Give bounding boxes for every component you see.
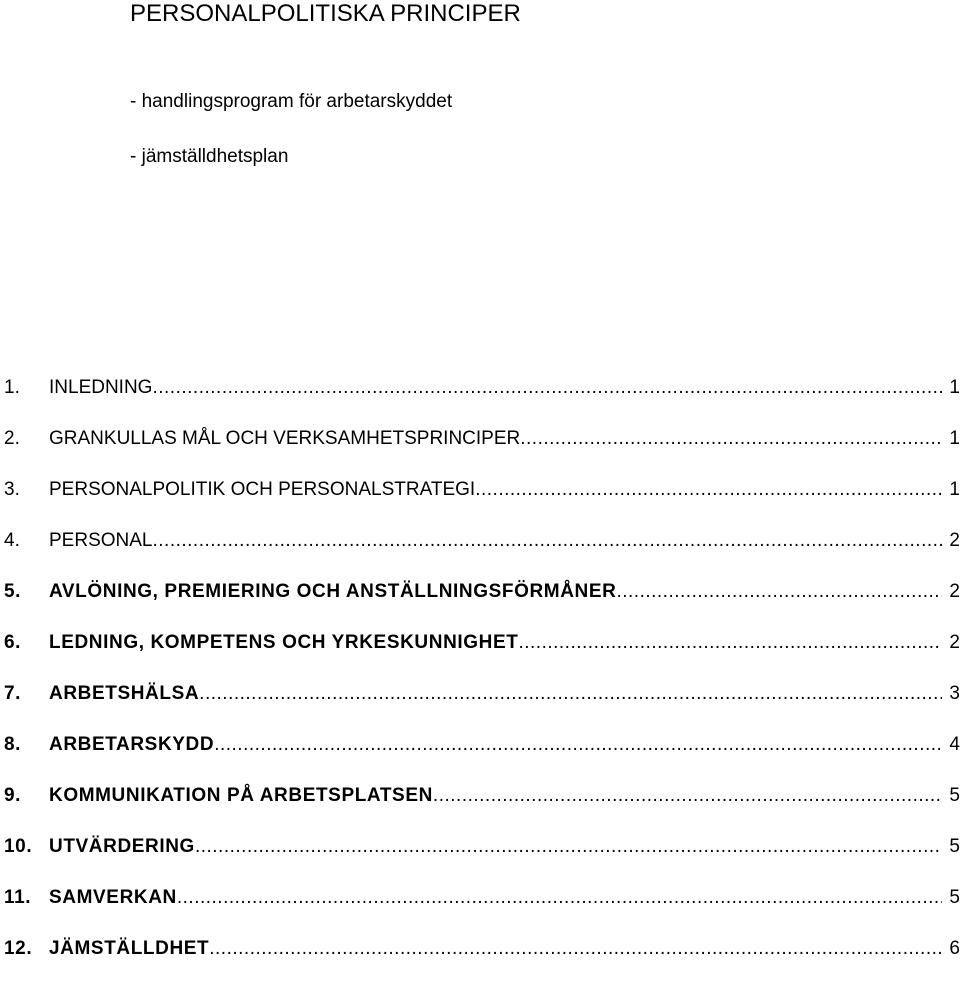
toc-dot-leader <box>475 479 942 501</box>
toc-entry-page: 5 <box>949 785 960 806</box>
toc-dot-leader <box>518 632 942 654</box>
toc-entry-label: KOMMUNIKATION PÅ ARBETSPLATSEN <box>49 785 433 806</box>
toc-dot-leader <box>520 428 942 450</box>
toc-dot-leader <box>152 377 942 399</box>
toc-entry-number: 7. <box>4 683 22 704</box>
toc-entry-page: 5 <box>949 836 960 857</box>
toc-dot-leader <box>177 887 942 909</box>
subtitle-jamstalldhetsplan: - jämställdhetsplan <box>130 146 289 167</box>
toc-entry-label: PERSONAL <box>49 530 153 551</box>
toc-entry-page: 1 <box>949 428 960 449</box>
toc-entry-personal[interactable] <box>0 528 960 579</box>
toc-entry-inledning[interactable] <box>0 375 960 426</box>
toc-dot-leader <box>195 836 942 858</box>
toc-entry-page: 2 <box>949 632 960 653</box>
toc-entry-label: SAMVERKAN <box>49 887 177 908</box>
toc-entry-number: 8. <box>4 734 22 755</box>
toc-entry-ledning[interactable] <box>0 630 960 681</box>
toc-entry-label: INLEDNING <box>49 377 153 398</box>
toc-entry-number: 11. <box>4 887 32 908</box>
toc-entry-arbetshalsa[interactable] <box>0 681 960 732</box>
toc-entry-page: 1 <box>949 377 960 398</box>
toc-entry-label: ARBETARSKYDD <box>49 734 215 755</box>
toc-entry-label: GRANKULLAS MÅL OCH VERKSAMHETSPRINCIPER <box>49 428 521 449</box>
toc-entry-number: 3. <box>4 479 20 500</box>
table-of-contents <box>0 375 960 987</box>
toc-entry-label: PERSONALPOLITIK OCH PERSONALSTRATEGI <box>49 479 476 500</box>
toc-entry-number: 9. <box>4 785 22 806</box>
document-title: PERSONALPOLITISKA PRINCIPER <box>130 0 521 27</box>
toc-entry-number: 10. <box>4 836 33 857</box>
toc-entry-label: UTVÄRDERING <box>49 836 195 857</box>
toc-entry-number: 4. <box>4 530 20 551</box>
toc-entry-page: 2 <box>949 530 960 551</box>
toc-entry-number: 12. <box>4 938 33 959</box>
toc-entry-kommunikation[interactable] <box>0 783 960 834</box>
toc-entry-grankullas-mal[interactable] <box>0 426 960 477</box>
toc-entry-number: 2. <box>4 428 20 449</box>
toc-entry-page: 3 <box>949 683 960 704</box>
toc-entry-samverkan[interactable] <box>0 885 960 936</box>
toc-entry-page: 1 <box>949 479 960 500</box>
toc-entry-page: 2 <box>949 581 960 602</box>
toc-entry-page: 6 <box>949 938 960 959</box>
toc-dot-leader <box>152 530 942 552</box>
toc-entry-label: JÄMSTÄLLDHET <box>49 938 210 959</box>
subtitle-arbetarskydd: - handlingsprogram för arbetarskyddet <box>130 91 453 112</box>
toc-entry-label: ARBETSHÄLSA <box>49 683 200 704</box>
toc-entry-number: 1. <box>4 377 20 398</box>
toc-entry-jamstalldhet[interactable] <box>0 936 960 987</box>
toc-entry-avloning[interactable] <box>0 579 960 630</box>
toc-entry-number: 6. <box>4 632 22 653</box>
toc-entry-label: LEDNING, KOMPETENS OCH YRKESKUNNIGHET <box>49 632 519 653</box>
toc-entry-label: AVLÖNING, PREMIERING OCH ANSTÄLLNINGSFÖRMÅNER <box>49 581 617 602</box>
toc-dot-leader <box>616 581 942 603</box>
toc-dot-leader <box>199 683 942 705</box>
toc-entry-page: 4 <box>949 734 960 755</box>
toc-entry-number: 5. <box>4 581 22 602</box>
toc-dot-leader <box>209 938 942 960</box>
toc-dot-leader <box>214 734 942 756</box>
toc-entry-page: 5 <box>949 887 960 908</box>
toc-entry-arbetarskydd[interactable] <box>0 732 960 783</box>
toc-entry-personalpolitik[interactable] <box>0 477 960 528</box>
toc-entry-utvardering[interactable] <box>0 834 960 885</box>
toc-dot-leader <box>433 785 942 807</box>
